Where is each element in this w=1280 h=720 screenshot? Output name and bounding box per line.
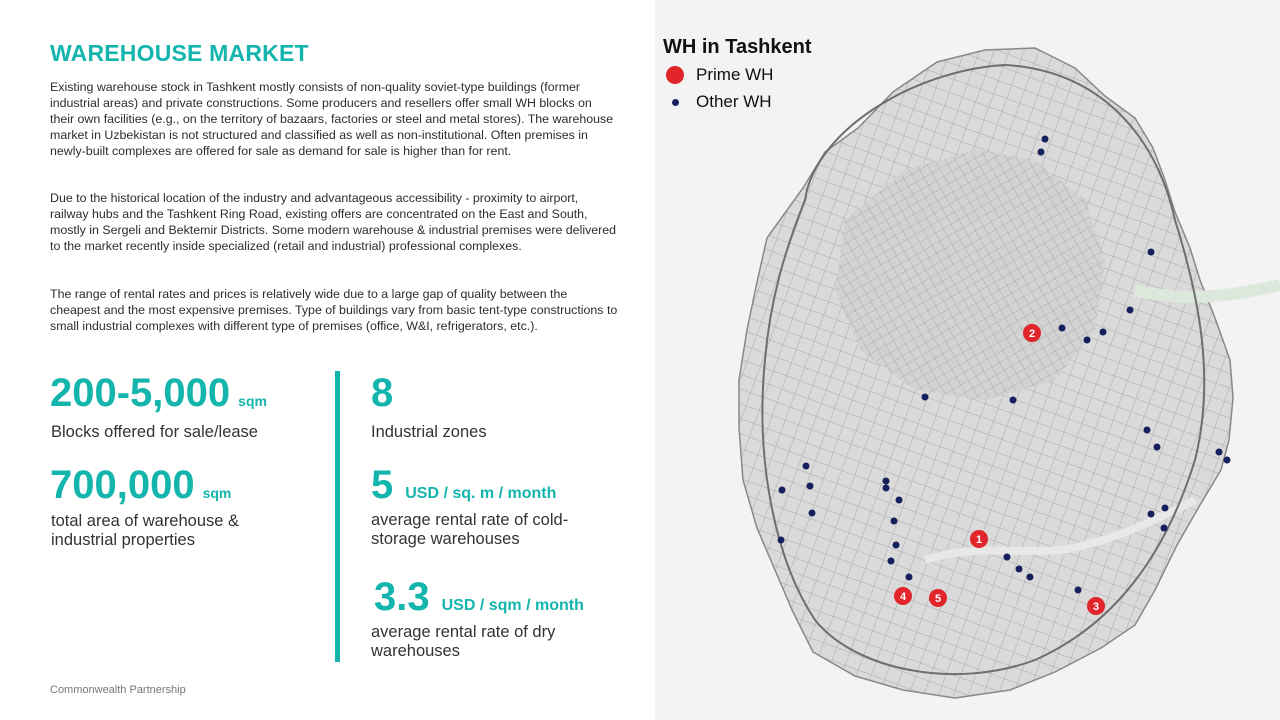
other-wh-marker	[906, 574, 913, 581]
other-wh-marker	[922, 394, 929, 401]
intro-paragraph-1: Existing warehouse stock in Tashkent mostly consists of non-quality soviet-type buildings (former industrial areas) and private constructions. Some producers and resellers offer small WH blocks on their own facilities (e.g., on the territory of bazaars, factories or steel and metal stores). The warehouse market in Uzbekistan is not structured and classified as well as non-institutional. Often premises in newly-built complexes are offered for sale as demand for sale is higher than for rent.	[50, 80, 614, 158]
other-wh-marker	[1144, 427, 1151, 434]
stat-total-area-value: 700,000	[50, 463, 195, 507]
other-wh-marker	[896, 497, 903, 504]
stat-total-area-unit: sqm	[202, 485, 232, 501]
stat-cold-rate	[371, 463, 556, 508]
stat-cold-rate-unit: USD / sq. m / month	[405, 485, 557, 502]
page-title: WAREHOUSE MARKET	[50, 40, 309, 66]
stat-dry-rate-label: average rental rate of dry warehouses	[371, 623, 556, 660]
other-wh-marker	[779, 487, 786, 494]
other-wh-marker	[803, 463, 810, 470]
stat-cold-rate-label: average rental rate of cold-storage warehouses	[371, 511, 569, 548]
prime-wh-marker-5-label: 5	[934, 593, 942, 605]
other-wh-marker	[1075, 587, 1082, 594]
other-wh-marker	[1059, 325, 1066, 332]
stat-blocks-value: 200-5,000	[50, 371, 231, 415]
other-wh-marker	[1127, 307, 1134, 314]
prime-wh-markers	[894, 324, 1105, 615]
other-wh-marker	[1004, 554, 1011, 561]
other-wh-marker	[778, 537, 785, 544]
other-wh-marker	[1084, 337, 1091, 344]
other-wh-marker	[807, 483, 814, 490]
stat-blocks-label: Blocks offered for sale/lease	[51, 423, 258, 441]
stat-dry-rate-value: 3.3	[374, 575, 430, 619]
stat-dry-rate	[374, 575, 584, 620]
other-wh-marker	[809, 510, 816, 517]
stat-total-area	[50, 463, 231, 508]
other-wh-marker	[883, 485, 890, 492]
intro-paragraph-3: The range of rental rates and prices is relatively wide due to a large gap of quality between the cheapest and the most expensive premises. Type of buildings vary from basic tent-type constructions to small industrial complexes with different type of premises (office, W&I, refrigerators, etc.).	[50, 287, 618, 333]
stat-blocks-unit: sqm	[238, 393, 267, 409]
prime-wh-marker-2-label: 2	[1028, 328, 1036, 340]
other-wh-marker	[1016, 566, 1023, 573]
other-wh-marker	[1010, 397, 1017, 404]
other-wh-marker	[1161, 525, 1168, 532]
intro-paragraph-2: Due to the historical location of the industry and advantageous accessibility - proximity to airport, railway hubs and the Tashkent Ring Road, existing offers are concentrated on the East and South, mostly in Sergeli and Bektemir Districts. Some modern warehouse & industrial premises were delivered to the market recently inside specialized (retail and industrial) professional complexes.	[50, 191, 617, 253]
prime-wh-marker-4-label: 4	[899, 591, 907, 603]
stat-zones	[371, 371, 393, 416]
stat-total-area-label: total area of warehouse & industrial properties	[51, 512, 240, 549]
footer-source: Commonwealth Partnership	[50, 684, 186, 696]
map-markers	[655, 0, 1280, 720]
other-wh-marker	[1162, 505, 1169, 512]
other-wh-marker	[1042, 136, 1049, 143]
other-wh-marker	[893, 542, 900, 549]
other-wh-marker	[1216, 449, 1223, 456]
legend-other-label: Other WH	[696, 92, 772, 111]
other-wh-marker	[891, 518, 898, 525]
map-legend-title: WH in Tashkent	[663, 36, 812, 58]
stat-dry-rate-unit: USD / sqm / month	[441, 597, 584, 614]
other-wh-marker	[1148, 249, 1155, 256]
stat-zones-label: Industrial zones	[371, 423, 487, 441]
stat-zones-value: 8	[371, 371, 394, 415]
other-wh-markers	[778, 136, 1231, 594]
other-wh-marker	[1027, 574, 1034, 581]
other-wh-marker	[888, 558, 895, 565]
stat-blocks	[50, 371, 267, 416]
prime-wh-marker-1-label: 1	[975, 534, 983, 546]
stats-divider	[335, 371, 340, 662]
prime-wh-marker-3-label: 3	[1092, 601, 1100, 613]
other-wh-marker	[883, 478, 890, 485]
legend-prime-label: Prime WH	[696, 65, 774, 84]
stat-cold-rate-value: 5	[371, 463, 394, 507]
other-wh-marker	[1148, 511, 1155, 518]
other-wh-marker	[1154, 444, 1161, 451]
other-wh-marker	[1100, 329, 1107, 336]
other-wh-marker	[1038, 149, 1045, 156]
other-wh-marker	[1224, 457, 1231, 464]
